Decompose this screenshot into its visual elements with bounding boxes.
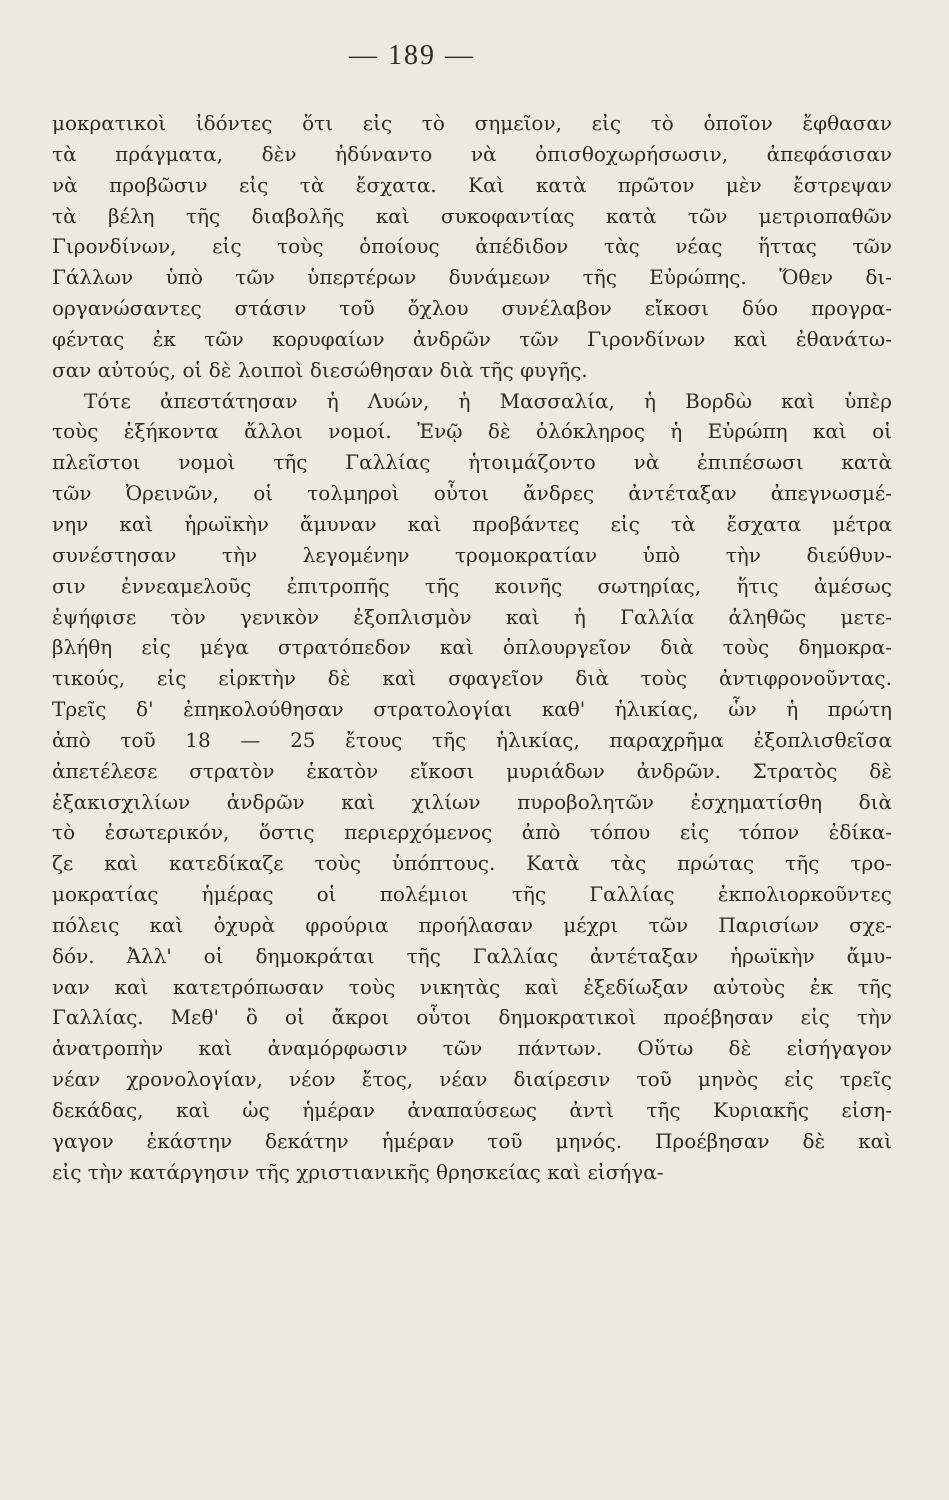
text-line: μοκρατικοὶ ἰδόντες ὅτι εἰς τὸ σημεῖον, εἰς τὸ ὁποῖον ἔφθασαν	[52, 111, 892, 135]
text-line: ἐψήφισε τὸν γενικὸν ἐξοπλισμὸν καὶ ἡ Γαλλία ἀληθῶς μετε-	[52, 604, 892, 629]
text-line: Γιρονδίνων, εἰς τοὺς ὁποίους ἀπέδιδον τὰς νέας ἥττας τῶν	[52, 234, 892, 259]
text-line: πλεῖστοι νομοὶ τῆς Γαλλίας ἡτοιμάζοντο νὰ ἐπιπέσωσι κατὰ	[52, 450, 892, 475]
text-line: Γαλλίας. Μεθ' ὃ οἱ ἄκροι οὗτοι δημοκρατικοὶ προέβησαν εἰς τὴν	[52, 1005, 892, 1030]
text-line: τὰ βέλη τῆς διαβολῆς καὶ συκοφαντίας κατὰ τῶν μετριοπαθῶν	[52, 203, 892, 228]
text-line: ἀπὸ τοῦ 18 — 25 ἔτους τῆς ἡλικίας, παραχρῆμα ἐξοπλισθεῖσα	[52, 727, 892, 752]
text-line: οργανώσαντες στάσιν τοῦ ὄχλου συνέλαβον εἴκοσι δύο προγρα-	[52, 296, 892, 321]
text-line: γαγον ἑκάστην δεκάτην ἡμέραν τοῦ μηνός. Προέβησαν δὲ καὶ	[52, 1128, 892, 1153]
body-text	[52, 108, 892, 1188]
text-line: Τρεῖς δ' ἐπηκολούθησαν στρατολογίαι καθ' ἡλικίας, ὧν ἡ πρώτη	[52, 697, 892, 722]
text-line: τικούς, εἰς εἱρκτὴν δὲ καὶ σφαγεῖον διὰ τοὺς ἀντιφρονοῦντας.	[52, 666, 892, 691]
text-line: Γάλλων ὑπὸ τῶν ὑπερτέρων δυνάμεων τῆς Εὐρώπης. Ὅθεν δι-	[52, 265, 892, 290]
text-line: μοκρατίας ἡμέρας οἱ πολέμιοι τῆς Γαλλίας ἐκπολιορκοῦντες	[52, 882, 892, 907]
text-line: Τότε ἀπεστάτησαν ἡ Λυών, ἡ Μασσαλία, ἡ Βορδὼ καὶ ὑπὲρ	[84, 388, 892, 413]
text-line: ναν καὶ κατετρόπωσαν τοὺς νικητὰς καὶ ἐξεδίωξαν αὐτοὺς ἐκ τῆς	[52, 974, 892, 999]
page-number: — 189 —	[349, 40, 475, 71]
text-line: πόλεις καὶ ὀχυρὰ φρούρια προήλασαν μέχρι τῶν Παρισίων σχε-	[52, 912, 892, 937]
text-line: ζε καὶ κατεδίκαζε τοὺς ὑπόπτους. Κατὰ τὰς πρώτας τῆς τρο-	[52, 851, 892, 876]
text-line: εἰς τὴν κατάργησιν τῆς χριστιανικῆς θρησκείας καὶ εἰσήγα-	[52, 1159, 664, 1184]
text-line: τὰ πράγματα, δὲν ἠδύναντο νὰ ὀπισθοχωρήσωσιν, ἀπεφάσισαν	[52, 141, 892, 166]
text-line: νην καὶ ἡρωϊκὴν ἄμυναν καὶ προβάντες εἰς τὰ ἔσχατα μέτρα	[52, 511, 892, 536]
text-line: σιν ἐννεαμελοῦς ἐπιτροπῆς τῆς κοινῆς σωτηρίας, ἥτις ἀμέσως	[52, 573, 892, 598]
text-line: δεκάδας, καὶ ὡς ἡμέραν ἀναπαύσεως ἀντὶ τῆς Κυριακῆς εἰση-	[52, 1098, 892, 1122]
text-line: νὰ προβῶσιν εἰς τὰ ἔσχατα. Καὶ κατὰ πρῶτον μὲν ἔστρεψαν	[52, 172, 892, 197]
text-line: τῶν Ὀρεινῶν, οἱ τολμηροὶ οὗτοι ἄνδρες ἀντέταξαν ἀπεγνωσμέ-	[52, 481, 892, 506]
text-line: ἀπετέλεσε στρατὸν ἑκατὸν εἴκοσι μυριάδων ἀνδρῶν. Στρατὸς δὲ	[52, 758, 892, 783]
text-line: συνέστησαν τὴν λεγομένην τρομοκρατίαν ὑπὸ τὴν διεύθυν-	[52, 542, 892, 567]
text-line: νέαν χρονολογίαν, νέον ἔτος, νέαν διαίρεσιν τοῦ μηνὸς εἰς τρεῖς	[52, 1067, 892, 1092]
text-line: βλήθη εἰς μέγα στρατόπεδον καὶ ὁπλουργεῖον διὰ τοὺς δημοκρα-	[52, 635, 892, 660]
text-line: ἀνατροπὴν καὶ ἀναμόρφωσιν τῶν πάντων. Οὕτω δὲ εἰσήγαγον	[52, 1036, 892, 1061]
text-line: ἑξακισχιλίων ἀνδρῶν καὶ χιλίων πυροβολητῶν ἐσχηματίσθη διὰ	[52, 789, 892, 814]
text-line: τοὺς ἑξήκοντα ἄλλοι νομοί. Ἐνῷ δὲ ὁλόκληρος ἡ Εὐρώπη καὶ οἱ	[52, 419, 892, 444]
text-line: δόν. Ἀλλ' οἱ δημοκράται τῆς Γαλλίας ἀντέταξαν ἡρωϊκὴν ἄμυ-	[52, 943, 892, 968]
text-line: τὸ ἐσωτερικόν, ὅστις περιερχόμενος ἀπὸ τόπου εἰς τόπον ἐδίκα-	[52, 820, 892, 845]
text-line: φέντας ἐκ τῶν κορυφαίων ἀνδρῶν τῶν Γιρονδίνων καὶ ἐθανάτω-	[52, 326, 892, 351]
text-line: σαν αὐτούς, οἱ δὲ λοιποὶ διεσώθησαν διὰ τῆς φυγῆς.	[52, 357, 588, 382]
